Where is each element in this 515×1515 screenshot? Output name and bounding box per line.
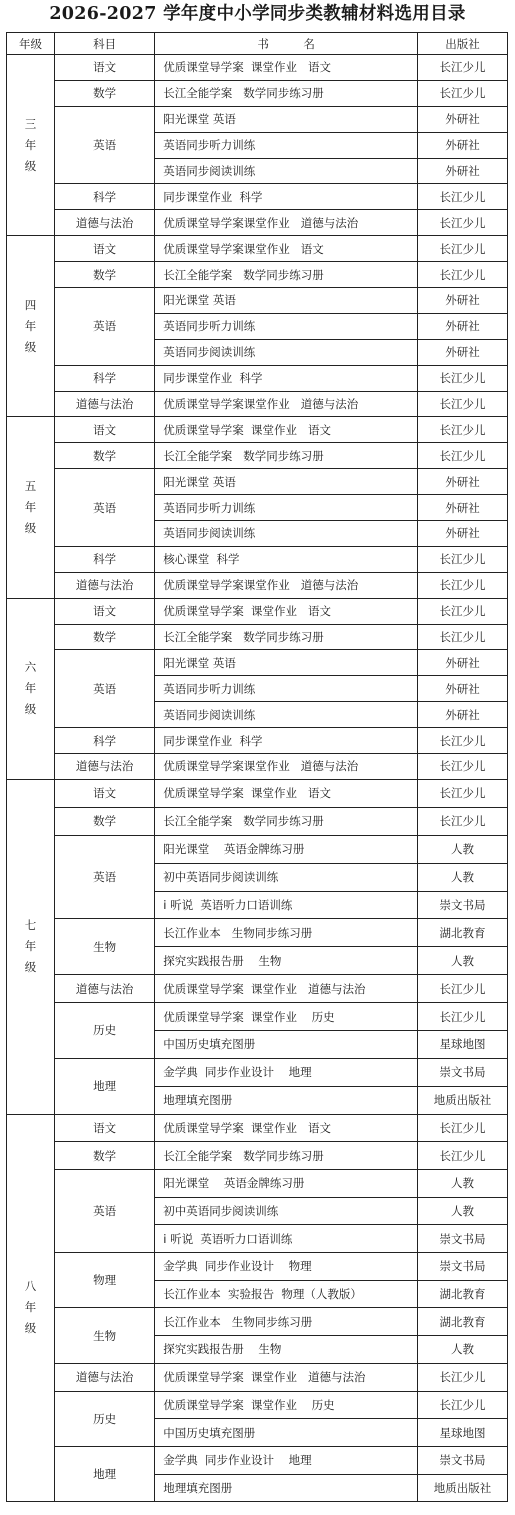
grade-char: 年 [24,500,37,515]
table-row [7,443,508,469]
book-title-cell: 阳光课堂 英语 [155,650,418,676]
textbook-table [6,32,508,1502]
subject-cell: 科学 [55,728,155,754]
page [0,1,515,1515]
grade-cell [7,55,55,236]
table-row [7,728,508,754]
publisher-cell: 人教 [418,835,508,863]
publisher-cell: 长江少儿 [418,624,508,650]
table-row [7,184,508,210]
publisher-cell: 长江少儿 [418,55,508,81]
publisher-cell: 长江少儿 [418,975,508,1003]
grade-char: 年 [24,137,37,152]
publisher-cell: 长江少儿 [418,754,508,780]
publisher-cell: 崇文书局 [418,1225,508,1253]
publisher-cell: 长江少儿 [418,236,508,262]
publisher-cell: 人教 [418,947,508,975]
publisher-cell: 长江少儿 [418,1003,508,1031]
publisher-cell: 地质出版社 [418,1474,508,1502]
subject-cell: 语文 [55,417,155,443]
subject-cell: 科学 [55,365,155,391]
publisher-cell: 长江少儿 [418,1114,508,1142]
subject-cell: 语文 [55,1114,155,1142]
subject-cell: 英语 [55,650,155,728]
book-title-cell: i 听说 英语听力口语训练 [155,1225,418,1253]
subject-cell: 数学 [55,624,155,650]
book-title-cell: 长江全能学案 数学同步练习册 [155,1142,418,1170]
publisher-cell: 湖北教育 [418,1308,508,1336]
publisher-cell: 星球地图 [418,1419,508,1447]
book-title-cell: 中国历史填充图册 [155,1030,418,1058]
header-book: 书 名 [155,33,418,55]
table-row [7,1170,508,1198]
subject-cell: 道德与法治 [55,391,155,417]
grade-char: 级 [24,339,37,354]
table-row [7,1114,508,1142]
book-title-cell: 阳光课堂 英语金牌练习册 [155,1170,418,1198]
book-title-cell: 核心课堂 科学 [155,546,418,572]
publisher-cell: 崇文书局 [418,891,508,919]
publisher-cell: 长江少儿 [418,1363,508,1391]
table-row [7,975,508,1003]
grade-char: 年 [24,318,37,333]
book-title-cell: 探究实践报告册 生物 [155,1336,418,1364]
book-title-cell: 优质课堂导学案 课堂作业 语文 [155,1114,418,1142]
book-title-cell: 长江全能学案 数学同步练习册 [155,262,418,288]
subject-cell: 英语 [55,106,155,184]
book-title-cell: 英语同步阅读训练 [155,339,418,365]
header-subject: 科目 [55,33,155,55]
grade-char: 年 [24,1300,37,1315]
book-title-cell: 金学典 同步作业设计 地理 [155,1058,418,1086]
book-title-cell: 同步课堂作业 科学 [155,184,418,210]
subject-cell: 科学 [55,184,155,210]
subject-cell: 历史 [55,1003,155,1059]
subject-cell: 英语 [55,469,155,547]
grade-char: 级 [24,1321,37,1336]
subject-cell: 科学 [55,546,155,572]
book-title-cell: 长江全能学案 数学同步练习册 [155,807,418,835]
book-title-cell: i 听说 英语听力口语训练 [155,891,418,919]
publisher-cell: 长江少儿 [418,1142,508,1170]
book-title-cell: 英语同步听力训练 [155,132,418,158]
book-title-cell: 优质课堂导学案 课堂作业 历史 [155,1391,418,1419]
subject-cell: 数学 [55,80,155,106]
book-title-cell: 英语同步阅读训练 [155,702,418,728]
table-row [7,391,508,417]
table-row [7,210,508,236]
book-title-cell: 探究实践报告册 生物 [155,947,418,975]
book-title-cell: 长江全能学案 数学同步练习册 [155,624,418,650]
table-row [7,80,508,106]
table-row [7,919,508,947]
publisher-cell: 长江少儿 [418,184,508,210]
grade-char: 七 [24,918,37,933]
table-row [7,236,508,262]
header-row [7,33,508,55]
subject-cell: 道德与法治 [55,572,155,598]
grade-char: 五 [24,479,37,494]
book-title-cell: 优质课堂导学案 课堂作业 语文 [155,417,418,443]
grade-char: 级 [24,702,37,717]
publisher-cell: 长江少儿 [418,546,508,572]
publisher-cell: 外研社 [418,158,508,184]
subject-cell: 道德与法治 [55,754,155,780]
header-grade: 年级 [7,33,55,55]
book-title-cell: 金学典 同步作业设计 物理 [155,1253,418,1281]
book-title-cell: 阳光课堂 英语 [155,106,418,132]
table-row [7,55,508,81]
publisher-cell: 人教 [418,1197,508,1225]
subject-cell: 道德与法治 [55,210,155,236]
grade-char: 级 [24,960,37,975]
subject-cell: 生物 [55,919,155,975]
subject-cell: 数学 [55,443,155,469]
table-row [7,1253,508,1281]
publisher-cell: 长江少儿 [418,210,508,236]
page-title: 2026-2027 学年度中小学同步类教辅材料选用目录 [49,4,466,24]
book-title-cell: 长江作业本 实验报告 物理（人教版） [155,1280,418,1308]
table-row [7,546,508,572]
grade-char: 级 [24,521,37,536]
publisher-cell: 外研社 [418,339,508,365]
table-row [7,365,508,391]
table-row [7,417,508,443]
header-publisher: 出版社 [418,33,508,55]
subject-cell: 物理 [55,1253,155,1308]
publisher-cell: 星球地图 [418,1030,508,1058]
table-row [7,598,508,624]
table-row [7,1142,508,1170]
table-row [7,1058,508,1086]
book-title-cell: 英语同步阅读训练 [155,158,418,184]
book-title-cell: 英语同步听力训练 [155,313,418,339]
subject-cell: 语文 [55,598,155,624]
book-title-cell: 同步课堂作业 科学 [155,365,418,391]
publisher-cell: 人教 [418,1170,508,1198]
subject-cell: 数学 [55,1142,155,1170]
publisher-cell: 外研社 [418,650,508,676]
publisher-cell: 长江少儿 [418,598,508,624]
subject-cell: 道德与法治 [55,1363,155,1391]
book-title-cell: 优质课堂导学案课堂作业 道德与法治 [155,210,418,236]
book-title-cell: 优质课堂导学案 课堂作业 语文 [155,598,418,624]
publisher-cell: 外研社 [418,495,508,521]
table-row [7,1308,508,1336]
book-title-cell: 同步课堂作业 科学 [155,728,418,754]
grade-cell [7,236,55,417]
grade-char: 六 [24,660,37,675]
table-row [7,624,508,650]
publisher-cell: 长江少儿 [418,572,508,598]
book-title-cell: 优质课堂导学案 课堂作业 道德与法治 [155,975,418,1003]
publisher-cell: 长江少儿 [418,80,508,106]
subject-cell: 语文 [55,779,155,807]
book-title-cell: 长江作业本 生物同步练习册 [155,1308,418,1336]
book-title-cell: 初中英语同步阅读训练 [155,863,418,891]
table-row [7,288,508,314]
grade-cell [7,417,55,598]
publisher-cell: 外研社 [418,288,508,314]
publisher-cell: 长江少儿 [418,391,508,417]
book-title-cell: 地理填充图册 [155,1086,418,1114]
grade-cell [7,1114,55,1502]
subject-cell: 英语 [55,1170,155,1253]
publisher-cell: 外研社 [418,469,508,495]
subject-cell: 数学 [55,807,155,835]
book-title-cell: 优质课堂导学案 课堂作业 道德与法治 [155,1363,418,1391]
table-row [7,1391,508,1419]
subject-cell: 生物 [55,1308,155,1363]
book-title-cell: 阳光课堂 英语 [155,288,418,314]
table-row [7,106,508,132]
table-row [7,754,508,780]
table-row [7,807,508,835]
publisher-cell: 长江少儿 [418,443,508,469]
book-title-cell: 中国历史填充图册 [155,1419,418,1447]
book-title-cell: 优质课堂导学案课堂作业 道德与法治 [155,572,418,598]
publisher-cell: 地质出版社 [418,1086,508,1114]
publisher-cell: 外研社 [418,702,508,728]
publisher-cell: 崇文书局 [418,1058,508,1086]
table-row [7,469,508,495]
table-row [7,835,508,863]
book-title-cell: 长江作业本 生物同步练习册 [155,919,418,947]
book-title-cell: 长江全能学案 数学同步练习册 [155,443,418,469]
book-title-cell: 优质课堂导学案 课堂作业 历史 [155,1003,418,1031]
book-title-cell: 阳光课堂 英语金牌练习册 [155,835,418,863]
grade-char: 三 [24,116,37,131]
publisher-cell: 外研社 [418,132,508,158]
publisher-cell: 湖北教育 [418,919,508,947]
subject-cell: 历史 [55,1391,155,1446]
table-row [7,1003,508,1031]
subject-cell: 英语 [55,835,155,919]
grade-char: 四 [24,297,37,312]
grade-char: 年 [24,681,37,696]
publisher-cell: 人教 [418,1336,508,1364]
publisher-cell: 外研社 [418,106,508,132]
publisher-cell: 长江少儿 [418,779,508,807]
book-title-cell: 优质课堂导学案 课堂作业 语文 [155,779,418,807]
publisher-cell: 外研社 [418,521,508,547]
subject-cell: 英语 [55,288,155,366]
book-title-cell: 优质课堂导学案课堂作业 道德与法治 [155,754,418,780]
table-body [7,55,508,1502]
publisher-cell: 长江少儿 [418,807,508,835]
publisher-cell: 长江少儿 [418,365,508,391]
grade-char: 级 [24,158,37,173]
book-title-cell: 优质课堂导学案课堂作业 道德与法治 [155,391,418,417]
subject-cell: 地理 [55,1446,155,1501]
book-title-cell: 金学典 同步作业设计 地理 [155,1446,418,1474]
subject-cell: 地理 [55,1058,155,1114]
table-row [7,262,508,288]
book-title-cell: 英语同步听力训练 [155,676,418,702]
publisher-cell: 人教 [418,863,508,891]
table-row [7,572,508,598]
book-title-cell: 地理填充图册 [155,1474,418,1502]
table-row [7,650,508,676]
publisher-cell: 崇文书局 [418,1253,508,1281]
table-row [7,779,508,807]
publisher-cell: 湖北教育 [418,1280,508,1308]
publisher-cell: 长江少儿 [418,728,508,754]
subject-cell: 语文 [55,55,155,81]
book-title-cell: 英语同步阅读训练 [155,521,418,547]
grade-char: 年 [24,939,37,954]
book-title-cell: 初中英语同步阅读训练 [155,1197,418,1225]
book-title-cell: 英语同步听力训练 [155,495,418,521]
publisher-cell: 长江少儿 [418,1391,508,1419]
publisher-cell: 长江少儿 [418,262,508,288]
grade-cell [7,598,55,779]
subject-cell: 道德与法治 [55,975,155,1003]
subject-cell: 语文 [55,236,155,262]
book-title-cell: 长江全能学案 数学同步练习册 [155,80,418,106]
book-title-cell: 优质课堂导学案课堂作业 语文 [155,236,418,262]
grade-char: 八 [24,1279,37,1294]
publisher-cell: 长江少儿 [418,417,508,443]
book-title-cell: 阳光课堂 英语 [155,469,418,495]
table-row [7,1363,508,1391]
publisher-cell: 外研社 [418,313,508,339]
table-row [7,1446,508,1474]
book-title-cell: 优质课堂导学案 课堂作业 语文 [155,55,418,81]
subject-cell: 数学 [55,262,155,288]
grade-cell [7,779,55,1114]
publisher-cell: 外研社 [418,676,508,702]
publisher-cell: 崇文书局 [418,1446,508,1474]
